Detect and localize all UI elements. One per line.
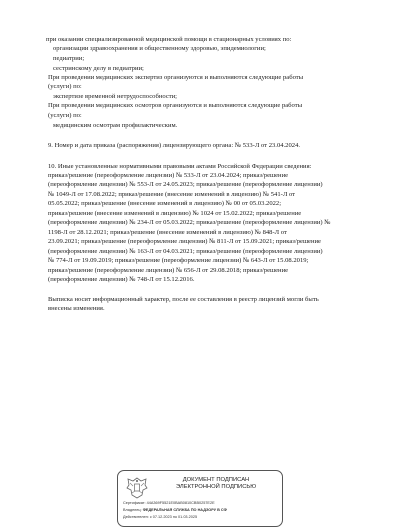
text-line: При проведении медицинских осмотров организуются и выполняются следующие работы bbox=[48, 102, 303, 109]
text-line: (переоформление лицензии) № 234-Л от 05.03.2022; приказ/решение (переоформление лицензии) № bbox=[48, 219, 331, 226]
text-line: сестринскому делу в педиатрии; bbox=[53, 65, 144, 72]
section-10-heading: 10. Иные установленные нормативными правовыми актами Российской Федерации сведения: bbox=[48, 163, 312, 170]
text-line: при оказании специализированной медицинской помощи в стационарных условиях по: bbox=[46, 36, 292, 43]
disclaimer-line: Выписка носит информационный характер, после ее составления в реестр лицензий могли быть bbox=[48, 296, 319, 303]
disclaimer-line: внесены изменения. bbox=[48, 305, 105, 312]
stamp-owner: Владелец: ФЕДЕРАЛЬНАЯ СЛУЖБА ПО НАДЗОРУ В СФ bbox=[123, 508, 227, 512]
text-line: № 774-Л от 19.09.2019; приказ/решение (переоформление лицензии) № 643-Л от 15.08.2019; bbox=[48, 257, 309, 264]
stamp-certificate: Сертификат: 44A369F5521E0BAB0810CBB0257E2E bbox=[123, 501, 215, 505]
text-line: педиатрии; bbox=[53, 55, 85, 62]
text-line: медицинским осмотрам профилактическим. bbox=[53, 122, 178, 129]
text-line: 05.05.2022; приказ/решение (внесение изменений в лицензию) № 00 от 05.03.2022; bbox=[48, 200, 282, 207]
text-line: приказ/решение (внесение изменений в лицензию) № 1024 от 15.02.2022; приказ/решение bbox=[48, 210, 302, 217]
text-line: 1198-Л от 28.12.2021; приказ/решение (внесение изменений в лицензию) № 848-Л от bbox=[48, 229, 287, 236]
text-line: (переоформление лицензии) № 553-Л от 24.05.2023; приказ/решение (переоформление лицензии) bbox=[48, 181, 323, 188]
section-9-line: 9. Номер и дата приказа (распоряжения) лицензирующего органа: № 533-Л от 23.04.2024. bbox=[48, 142, 301, 149]
text-line: (переоформление лицензии) № 163-Л от 04.03.2021; приказ/решение (переоформление лицензии) bbox=[48, 248, 323, 255]
text-line: экспертизе временной нетрудоспособности; bbox=[53, 93, 177, 100]
text-line: (услуги) по: bbox=[48, 112, 82, 119]
text-line: приказ/решение (переоформление лицензии) № 656-Л от 29.08.2018; приказ/решение bbox=[48, 267, 289, 274]
text-line: При проведении медицинских экспертиз организуются и выполняются следующие работы bbox=[48, 74, 304, 81]
coat-of-arms-icon bbox=[124, 475, 150, 501]
stamp-title: ДОКУМЕНТ ПОДПИСАН ЭЛЕКТРОННОЙ ПОДПИСЬЮ bbox=[175, 477, 257, 490]
text-line: № 1049-Л от 17.08.2022; приказ/решение (внесение изменений в лицензию) № 541-Л от bbox=[48, 191, 296, 198]
text-line: 23.09.2021; приказ/решение (переоформление лицензии) № 811-Л от 15.09.2021; приказ/решение bbox=[48, 238, 321, 245]
text-line: приказ/решение (переоформление лицензии) № 533-Л от 23.04.2024; приказ/решение bbox=[48, 172, 289, 179]
text-line: (услуги) по: bbox=[48, 83, 82, 90]
electronic-signature-stamp bbox=[117, 470, 283, 527]
text-line: (переоформление лицензии) № 748-Л от 15.12.2016. bbox=[48, 276, 195, 283]
text-line: организации здравоохранения и общественному здоровью, эпидемиологии; bbox=[53, 45, 266, 52]
stamp-validity: Действителен: с 07.12.2023 по 01.03.2025 bbox=[123, 515, 198, 519]
